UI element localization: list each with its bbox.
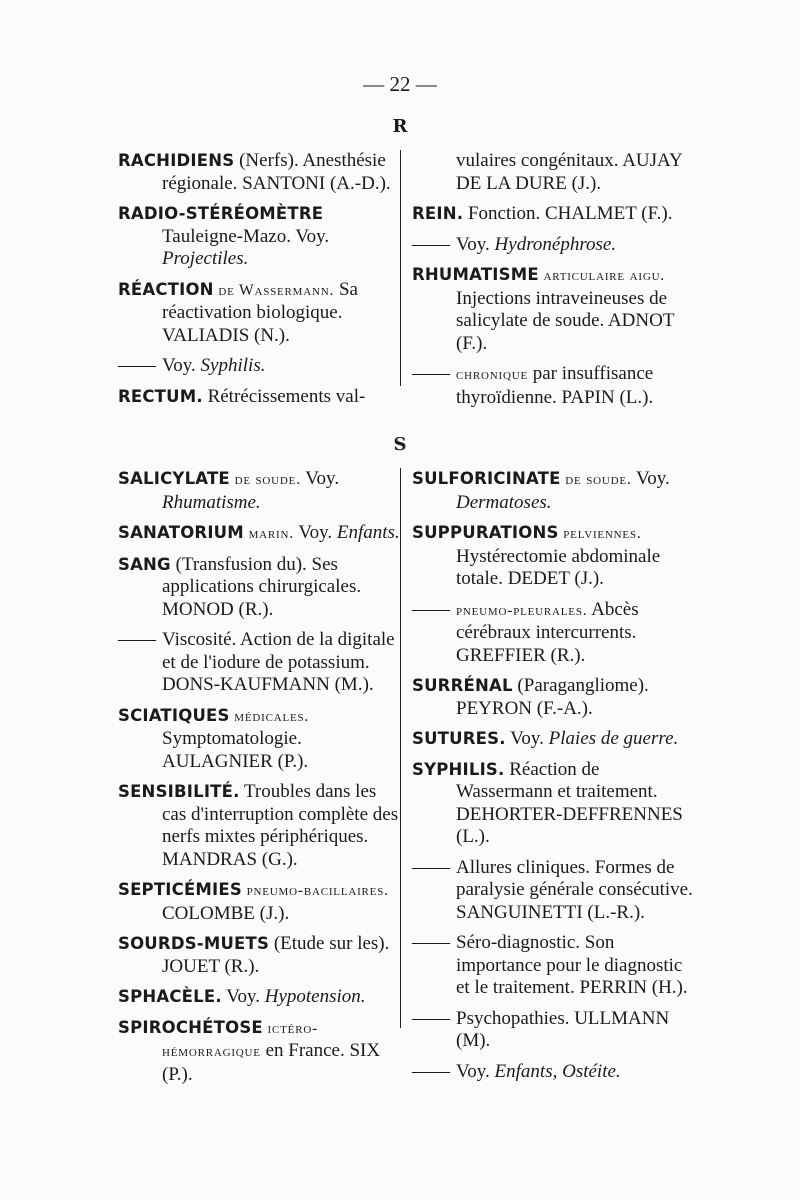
entry-text: Séro-diagnostic. Son importance pour le diagnostic et le traitement. PERRIN (H.). (456, 932, 688, 998)
index-entry-rhumatisme (412, 264, 694, 355)
entry-text: Voy. (505, 728, 549, 749)
entry-text: Abcès cérébraux intercurrents. GREFFIER (R.). (456, 598, 639, 666)
index-entry-rectum (118, 386, 400, 409)
ditto-dash: —— (412, 363, 450, 384)
cross-reference: Enfants. (336, 522, 400, 543)
index-entry-sang (118, 554, 400, 622)
cross-reference: Projectiles. (162, 248, 249, 269)
index-subentry-sang-viscosite (118, 629, 400, 697)
cross-reference: Plaies de guerre. (548, 728, 679, 749)
ditto-dash: —— (412, 598, 450, 620)
index-entry-radio-stereometre (118, 203, 400, 271)
index-entry-surrenal (412, 675, 694, 720)
index-entry-reaction (118, 279, 400, 348)
entry-heading: REIN. (412, 204, 464, 223)
index-entry-sourds-muets (118, 933, 400, 978)
entry-text: par insuffisance thyroïdienne. PAPIN (L.). (456, 363, 654, 408)
entry-qualifier: chronique (456, 366, 528, 383)
index-entry-rachidiens (118, 150, 400, 195)
index-entry-syphilis (412, 759, 694, 849)
entry-text: Hystérectomie abdominale totale. DEDET (J.). (456, 545, 661, 589)
entry-text: Viscosité. Action de la digitale et de l'iodure de potassium. DONS-KAUFMANN (M.). (162, 629, 395, 695)
entry-text: en France. SIX (P.). (162, 1040, 381, 1085)
index-subentry-suppurations-pneumo-pleurales (412, 599, 694, 668)
entry-heading: SCIATIQUES (118, 705, 230, 725)
entry-heading: RACHIDIENS (118, 151, 235, 170)
section-r-right-column (412, 150, 694, 417)
entry-qualifier: marin. (243, 525, 294, 542)
ditto-dash: —— (412, 932, 450, 953)
index-subentry-rein-hydronephrose (412, 234, 694, 257)
entry-heading: RÉACTION (118, 279, 214, 299)
entry-text: (Paragangliome). PEYRON (F.-A.). (456, 675, 649, 719)
entry-heading: SANATORIUM (118, 523, 244, 542)
entry-qualifier: de Wassermann. (213, 281, 335, 299)
ditto-dash: —— (412, 1007, 450, 1029)
cross-reference: Hypotension. (264, 986, 366, 1007)
entry-text: Voy. (456, 233, 495, 255)
ditto-dash: —— (412, 233, 450, 255)
entry-heading: SENSIBILITÉ. (118, 782, 240, 801)
entry-qualifier: pneumo-pleurales. (456, 601, 588, 619)
column-divider-s (400, 468, 401, 1028)
entry-text: (Transfusion du). Ses applications chirurgicales. MONOD (R.). (162, 553, 362, 620)
section-s-left-column (118, 468, 400, 1094)
entry-heading: RHUMATISME (412, 265, 539, 284)
cross-reference: Rhumatisme. (162, 491, 261, 513)
entry-heading: SYPHILIS. (412, 759, 505, 779)
entry-text: Injections intraveineuses de salicylate de soude. ADNOT (F.). (456, 287, 675, 354)
index-entry-septicemies (118, 879, 400, 925)
entry-text: Sa réactivation biologique. VALIADIS (N.). (162, 278, 358, 346)
entry-text: Voy. (300, 468, 340, 489)
entry-heading: RADIO-STÉRÉOMÈTRE (118, 204, 324, 223)
entry-heading: SULFORICINATE (412, 469, 561, 488)
entry-text: (Nerfs). Anesthésie régionale. SANTONI (A.-D.). (162, 150, 391, 194)
entry-heading: RECTUM. (118, 386, 203, 406)
index-subentry-syphilis-allures (412, 857, 694, 925)
entry-text: Voy. (631, 468, 670, 489)
entry-text: vulaires congénitaux. AUJAY DE LA DURE (J.). (456, 150, 683, 194)
entry-text: Tauleigne-Mazo. Voy. (162, 225, 330, 247)
ditto-dash: —— (118, 629, 156, 650)
column-divider-r (400, 150, 401, 386)
index-entry-sulforicinate (412, 468, 694, 514)
entry-text: Rétrécissements val- (202, 385, 366, 407)
section-letter-s: S (393, 434, 407, 455)
index-entry-salicylate (118, 468, 400, 514)
cross-reference: Syphilis. (200, 355, 266, 376)
page-number: — 22 — (363, 72, 437, 96)
index-subentry-syphilis-psychopathies (412, 1008, 694, 1053)
entry-text: COLOMBE (J.). (162, 902, 290, 924)
ditto-dash: —— (118, 355, 156, 376)
index-subentry-rhumatisme-chronique (412, 363, 694, 409)
entry-text: (Etude sur les). JOUET (R.). (162, 933, 390, 977)
entry-text: Voy. (456, 1060, 495, 1082)
entry-text: Voy. (162, 355, 201, 376)
index-subentry-reaction-syphilis (118, 355, 400, 378)
entry-heading: SEPTICÉMIES (118, 880, 242, 899)
entry-qualifier: pneumo-bacillaires. (241, 882, 389, 899)
entry-qualifier: ictéro-hémorragique (162, 1019, 319, 1060)
entry-text: Allures cliniques. Formes de paralysie générale consécutive. SANGUINETTI (L.-R.). (456, 856, 693, 923)
section-letter-r: R (392, 116, 408, 137)
entry-text: Fonction. CHALMET (F.). (463, 203, 673, 224)
ditto-dash: —— (412, 856, 450, 878)
entry-text: Psychopathies. ULLMANN (M). (456, 1007, 670, 1051)
index-subentry-syphilis-sero-diagnostic (412, 932, 694, 1000)
entry-qualifier: pelviennes. (558, 525, 642, 542)
entry-text: Symptomatologie. AULAGNIER (P.). (162, 728, 309, 772)
cross-reference: Hydronéphrose. (494, 233, 617, 255)
index-entry-rein (412, 203, 694, 226)
entry-heading: SANG (118, 554, 171, 574)
index-entry-sutures (412, 728, 694, 751)
entry-text: Réaction de Wassermann et traitement. DEHORTER-DEFFRENNES (L.). (456, 758, 683, 847)
index-entry-rectum-continued (412, 150, 694, 195)
entry-text: Troubles dans les cas d'interruption complète des nerfs mixtes périphériques. MANDRAS (G.). (162, 781, 399, 870)
entry-qualifier: médicales. (229, 707, 310, 725)
index-entry-spirochetose (118, 1017, 400, 1087)
ditto-dash: —— (412, 1060, 450, 1082)
entry-heading: SPIROCHÉTOSE (118, 1017, 263, 1037)
entry-heading: SUPPURATIONS (412, 523, 559, 542)
cross-reference: Enfants, Ostéite. (494, 1060, 621, 1082)
entry-heading: SOURDS-MUETS (118, 934, 270, 953)
index-entry-sciatiques (118, 705, 400, 774)
entry-heading: SPHACÈLE. (118, 987, 222, 1006)
entry-qualifier: articulaire aigu. (538, 267, 665, 284)
entry-heading: SURRÉNAL (412, 676, 513, 695)
index-entry-sphacele (118, 986, 400, 1009)
cross-reference: Dermatoses. (456, 491, 552, 513)
index-entry-suppurations (412, 522, 694, 591)
entry-heading: SUTURES. (412, 729, 506, 748)
entry-text: Voy. (221, 986, 265, 1007)
entry-qualifier: de soude. (560, 471, 632, 488)
entry-heading: SALICYLATE (118, 469, 230, 488)
entry-text: Voy. (293, 522, 337, 543)
index-subentry-syphilis-voy (412, 1061, 694, 1084)
entry-qualifier: de soude. (229, 471, 301, 488)
section-r-left-column (118, 150, 400, 416)
index-entry-sensibilite (118, 781, 400, 871)
section-s-right-column (412, 468, 694, 1091)
index-entry-sanatorium (118, 522, 400, 546)
